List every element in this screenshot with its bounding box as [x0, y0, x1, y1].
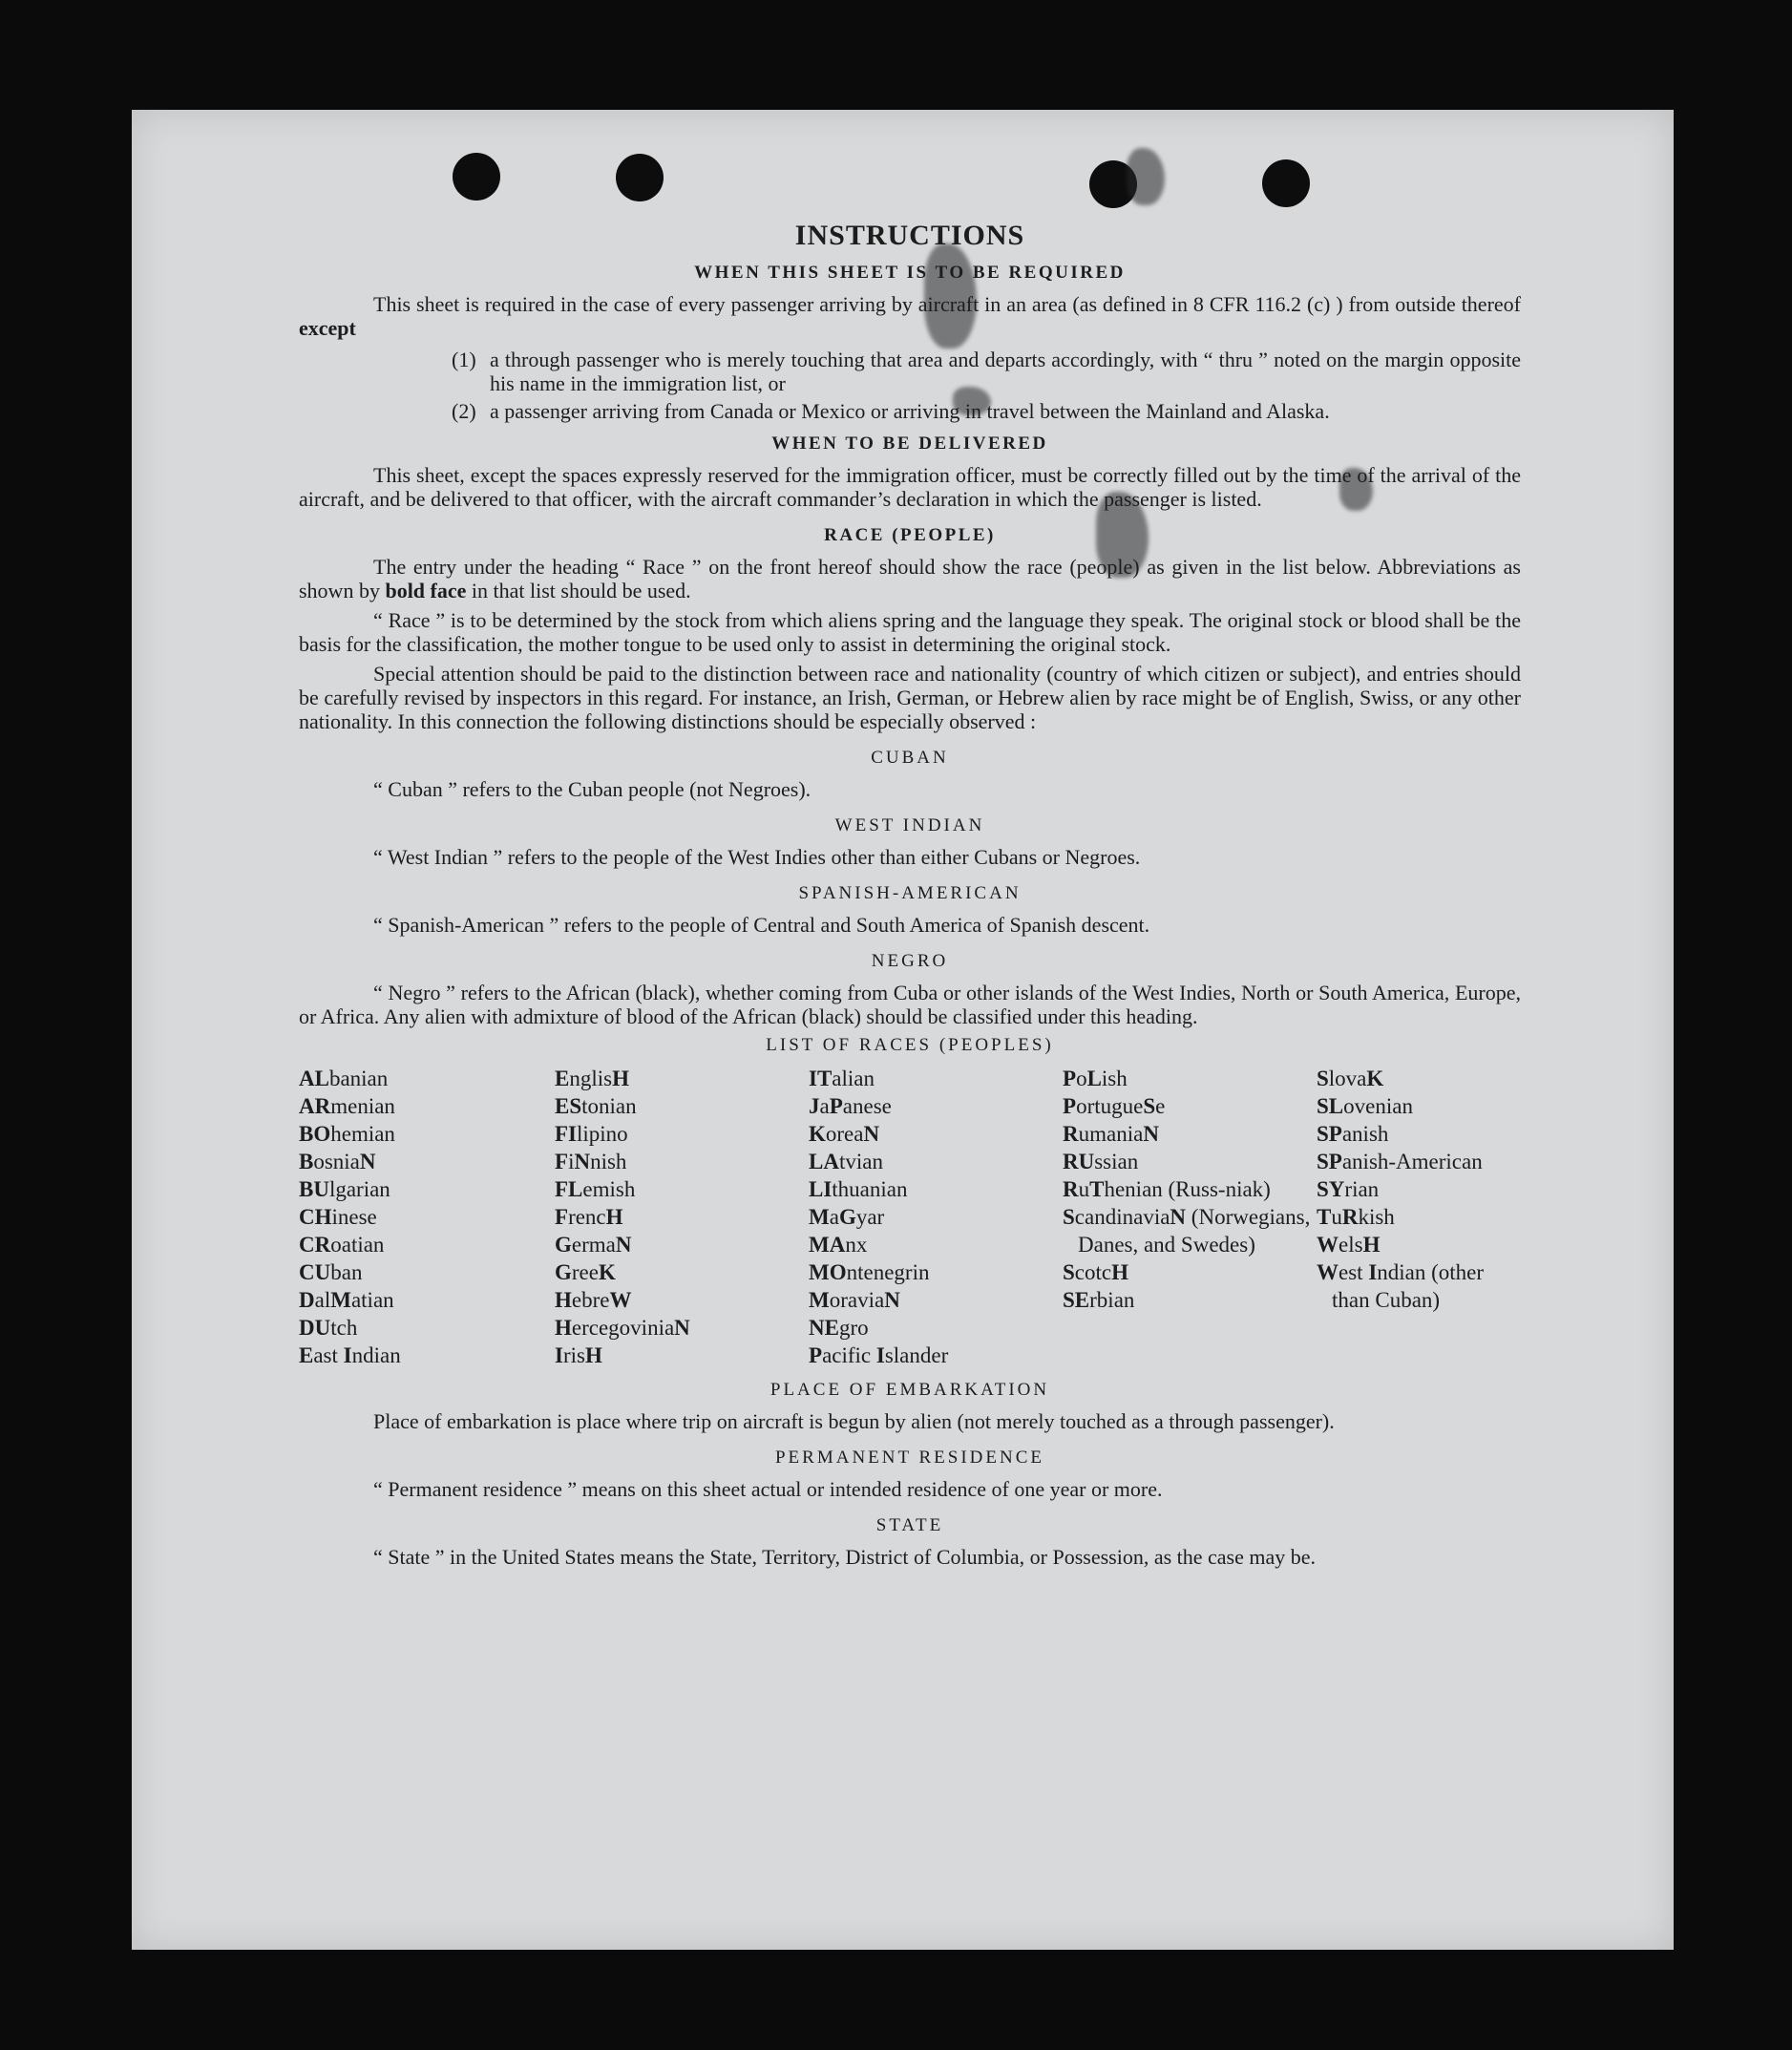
race-abbreviation: J — [809, 1094, 820, 1118]
race-abbreviation: W — [1317, 1233, 1339, 1257]
race-text: ban — [330, 1260, 363, 1284]
races-column — [1317, 1065, 1521, 1369]
race-entry — [299, 1342, 555, 1369]
race-text: orea — [825, 1122, 864, 1146]
race-entry — [1317, 1092, 1521, 1120]
race-text: ovenian — [1343, 1094, 1413, 1118]
race-abbreviation: F — [555, 1205, 569, 1229]
race-entry — [809, 1258, 1063, 1286]
race-entry — [555, 1065, 809, 1092]
race-abbreviation: K — [809, 1122, 826, 1146]
race-abbreviation: P — [809, 1343, 823, 1367]
race-text: alian — [832, 1067, 875, 1090]
race-entry — [299, 1286, 555, 1314]
race-abbreviation: N — [615, 1233, 632, 1257]
race-text: tch — [330, 1316, 358, 1340]
race-text: candinavia — [1074, 1205, 1170, 1229]
race-entry — [809, 1092, 1063, 1120]
race-entry — [1317, 1258, 1521, 1314]
race-entry — [809, 1203, 1063, 1231]
race-abbreviation: H — [555, 1316, 572, 1340]
race-abbreviation: S — [1143, 1094, 1156, 1118]
race-entry — [299, 1120, 555, 1148]
race-entry — [1063, 1065, 1317, 1092]
race-abbreviation: RU — [1063, 1150, 1095, 1173]
race-text: lgarian — [328, 1177, 390, 1201]
race-abbreviation: LA — [809, 1150, 839, 1173]
race-text: atian — [350, 1288, 394, 1312]
race-abbreviation: FI — [555, 1122, 577, 1146]
section-heading: STATE — [875, 1515, 944, 1535]
paragraph: “ Cuban ” refers to the Cuban people (not Negroes). — [373, 777, 812, 801]
race-abbreviation: B — [299, 1150, 314, 1173]
paragraph-text: The entry under the heading “ Race ” on the front hereof should show the race (people) as given in the list below. Abbreviations as shown by — [299, 555, 1521, 602]
race-text: cotc — [1074, 1260, 1112, 1284]
race-entry — [299, 1314, 555, 1342]
race-abbreviation: N — [1170, 1205, 1187, 1229]
race-abbreviation: H — [1362, 1233, 1381, 1257]
race-abbreviation: S — [1317, 1067, 1329, 1090]
race-entry — [1317, 1203, 1521, 1231]
race-text: yar — [855, 1205, 885, 1229]
race-abbreviation: M — [809, 1288, 830, 1312]
race-text: rian — [1344, 1177, 1380, 1201]
race-text: slander — [884, 1343, 949, 1367]
section-heading: WHEN THIS SHEET IS TO BE REQUIRED — [694, 263, 1126, 283]
paragraph: “ Negro ” refers to the African (black), whether coming from Cuba or other islands of the West Indies, North or South America, Europe, or Africa. Any alien with admixture of blood of the African (black) should be classified under this heading. — [299, 981, 1521, 1028]
race-abbreviation: L — [1086, 1067, 1102, 1090]
race-text: ebre — [571, 1288, 610, 1312]
race-entry — [299, 1092, 555, 1120]
race-abbreviation: CH — [299, 1205, 332, 1229]
race-entry — [1063, 1286, 1317, 1314]
race-entry — [809, 1148, 1063, 1175]
race-entry — [1317, 1065, 1521, 1092]
race-text: acific — [822, 1343, 876, 1367]
race-abbreviation: P — [1063, 1067, 1077, 1090]
race-abbreviation: K — [598, 1260, 616, 1284]
race-abbreviation: N — [359, 1150, 376, 1173]
instructions-body — [299, 220, 1521, 1569]
race-entry — [299, 1175, 555, 1203]
race-abbreviation: AR — [299, 1094, 331, 1118]
race-text: rbian — [1089, 1288, 1135, 1312]
race-abbreviation: DU — [299, 1316, 331, 1340]
race-text: henian (Russ-niak) — [1104, 1177, 1271, 1201]
bold-text: bold face — [385, 579, 467, 602]
race-text: ntenegrin — [846, 1260, 930, 1284]
race-text: oravia — [829, 1288, 885, 1312]
paragraph: Place of embarkation is place where trip on aircraft is begun by alien (not merely touched as a through passenger). — [373, 1409, 1335, 1433]
race-abbreviation: I — [555, 1343, 563, 1367]
exception-item — [452, 399, 1521, 423]
paragraph: “ Permanent residence ” means on this sheet actual or intended residence of one year or more. — [373, 1477, 1163, 1501]
race-entry — [555, 1286, 809, 1314]
race-abbreviation: AL — [299, 1067, 329, 1090]
race-entry — [1063, 1175, 1317, 1203]
race-abbreviation: FL — [555, 1177, 583, 1201]
race-entry — [1063, 1148, 1317, 1175]
section-heading: PLACE OF EMBARKATION — [770, 1380, 1050, 1400]
paragraph: This sheet, except the spaces expressly reserved for the immigration officer, must be correctly filled out by the time of the arrival of the aircraft, and be delivered to that officer, with the aircraft commander’s declaration in which the passenger is listed. — [299, 463, 1521, 511]
races-column — [555, 1065, 809, 1369]
race-abbreviation: M — [809, 1205, 830, 1229]
race-text: o — [1076, 1067, 1087, 1090]
race-abbreviation: N — [674, 1316, 690, 1340]
race-abbreviation: N — [574, 1150, 591, 1173]
race-text: anese — [842, 1094, 892, 1118]
race-entry — [1063, 1258, 1317, 1286]
race-abbreviation: MO — [809, 1260, 847, 1284]
section-heading: LIST OF RACES (PEOPLES) — [766, 1035, 1054, 1055]
race-abbreviation: I — [1368, 1260, 1378, 1284]
race-text: ast — [313, 1343, 344, 1367]
race-text: u — [1078, 1177, 1090, 1201]
race-entry — [555, 1314, 809, 1342]
race-abbreviation: H — [584, 1343, 602, 1367]
paragraph: “ West Indian ” refers to the people of the West Indies other than either Cubans or Negroes. — [373, 845, 1141, 869]
section-heading: CUBAN — [871, 748, 949, 768]
race-abbreviation: CU — [299, 1260, 331, 1284]
paragraph: “ Race ” is to be determined by the stock from which aliens spring and the language they speak. The original stock or blood shall be the basis for the classification, the mother tongue to be used only to assist in determining the original stock. — [299, 608, 1521, 656]
section-heading: WHEN TO BE DELIVERED — [771, 433, 1048, 454]
section-heading: PERMANENT RESIDENCE — [774, 1448, 1045, 1468]
race-text: a — [819, 1094, 830, 1118]
race-entry — [555, 1148, 809, 1175]
races-column — [299, 1065, 555, 1369]
race-text: ris — [562, 1343, 585, 1367]
race-entry — [299, 1148, 555, 1175]
race-entry — [809, 1065, 1063, 1092]
race-text: umania — [1078, 1122, 1144, 1146]
race-abbreviation: N — [1143, 1122, 1159, 1146]
race-abbreviation: R — [1063, 1177, 1079, 1201]
race-text: ortugue — [1076, 1094, 1144, 1118]
race-abbreviation: G — [555, 1260, 572, 1284]
race-text: nglis — [569, 1067, 613, 1090]
race-text: (Norwegians, Danes, and Swedes) — [1078, 1205, 1311, 1257]
race-text: i — [568, 1150, 575, 1173]
race-text: nish — [590, 1150, 627, 1173]
race-entry — [1317, 1120, 1521, 1148]
race-text: ish — [1101, 1067, 1128, 1090]
race-text: oatian — [330, 1233, 385, 1257]
race-abbreviation: LI — [809, 1177, 833, 1201]
race-text: a — [829, 1205, 839, 1229]
race-abbreviation: F — [555, 1150, 569, 1173]
race-abbreviation: W — [609, 1288, 632, 1312]
race-abbreviation: G — [555, 1233, 572, 1257]
race-text: renc — [568, 1205, 606, 1229]
race-entry — [555, 1120, 809, 1148]
races-list — [299, 1065, 1521, 1369]
page-title: INSTRUCTIONS — [794, 220, 1025, 251]
race-text: menian — [330, 1094, 395, 1118]
punch-hole — [1262, 159, 1310, 207]
race-entry — [299, 1231, 555, 1258]
section-heading: NEGRO — [871, 951, 949, 971]
race-text: thuanian — [832, 1177, 908, 1201]
exception-text: a through passenger who is merely touching that area and departs accordingly, with “ thru ” noted on the margin opposite his name in the immigration list, or — [490, 348, 1521, 395]
race-abbreviation: MA — [809, 1233, 846, 1257]
race-abbreviation: IT — [809, 1067, 833, 1090]
race-abbreviation: BO — [299, 1122, 331, 1146]
race-text: erma — [571, 1233, 616, 1257]
race-entry — [1317, 1231, 1521, 1258]
race-abbreviation: E — [299, 1343, 314, 1367]
race-text: hemian — [330, 1122, 395, 1146]
race-abbreviation: M — [330, 1288, 351, 1312]
race-abbreviation: K — [1366, 1067, 1384, 1090]
document-sheet — [132, 110, 1674, 1950]
exception-number: (2) — [452, 399, 476, 423]
race-text: lova — [1328, 1067, 1367, 1090]
race-entry — [299, 1203, 555, 1231]
race-text: anish-American — [1341, 1150, 1483, 1173]
race-entry — [555, 1231, 809, 1258]
race-abbreviation: I — [875, 1343, 885, 1367]
paragraph — [299, 292, 1521, 340]
race-entry — [809, 1342, 1063, 1369]
race-entry — [809, 1314, 1063, 1342]
race-abbreviation: CR — [299, 1233, 331, 1257]
race-entry — [555, 1258, 809, 1286]
section-heading: RACE (PEOPLE) — [824, 525, 996, 545]
race-abbreviation: R — [1341, 1205, 1359, 1229]
race-abbreviation: T — [1317, 1205, 1332, 1229]
race-text: ree — [571, 1260, 599, 1284]
exception-number: (1) — [452, 348, 476, 371]
race-abbreviation: W — [1317, 1260, 1339, 1284]
race-text: kish — [1358, 1205, 1395, 1229]
race-abbreviation: R — [1063, 1122, 1079, 1146]
race-text: lipino — [577, 1122, 628, 1146]
race-abbreviation: D — [299, 1288, 315, 1312]
race-text: e — [1155, 1094, 1166, 1118]
race-text: tonian — [581, 1094, 637, 1118]
race-abbreviation: T — [1089, 1177, 1105, 1201]
bold-text: except — [299, 316, 356, 340]
ink-smudge — [1127, 148, 1165, 205]
race-entry — [809, 1286, 1063, 1314]
race-text: inese — [331, 1205, 377, 1229]
race-abbreviation: G — [838, 1205, 856, 1229]
race-text: ndian — [351, 1343, 401, 1367]
race-abbreviation: H — [605, 1205, 623, 1229]
exception-item — [452, 348, 1521, 395]
race-text: gro — [838, 1316, 869, 1340]
race-text: tvian — [838, 1150, 883, 1173]
race-abbreviation: ES — [555, 1094, 582, 1118]
race-abbreviation: SP — [1317, 1150, 1342, 1173]
race-text: banian — [328, 1067, 389, 1090]
race-abbreviation: H — [555, 1288, 572, 1312]
race-abbreviation: P — [1063, 1094, 1077, 1118]
race-text: est — [1339, 1260, 1369, 1284]
section-heading: SPANISH-AMERICAN — [798, 883, 1022, 903]
paragraph-text: This sheet is required in the case of every passenger arriving by aircraft in an area (as defined in 8 CFR 116.2 (c) ) from outside thereof — [373, 292, 1521, 316]
race-entry — [299, 1065, 555, 1092]
race-text: nx — [845, 1233, 868, 1257]
race-text: anish — [1341, 1122, 1389, 1146]
race-text: ercegovinia — [571, 1316, 675, 1340]
punch-hole — [453, 153, 500, 201]
paragraph: Special attention should be paid to the distinction between race and nationality (country of which citizen or subject), and entries should be carefully revised by inspectors in this regard. For instance, an Irish, German, or Hebrew alien by race might be of English, Swiss, or any other nationality. In this connection the following distinctions should be especially observed : — [299, 662, 1521, 733]
race-text: ndian (other than Cuban) — [1332, 1260, 1485, 1312]
paragraph: “ State ” in the United States means the State, Territory, District of Columbia, or Possession, as the case may be. — [373, 1545, 1317, 1569]
paragraph — [299, 555, 1521, 602]
race-abbreviation: BU — [299, 1177, 329, 1201]
race-text: osnia — [313, 1150, 360, 1173]
race-abbreviation: SP — [1317, 1122, 1342, 1146]
race-abbreviation: SE — [1063, 1288, 1090, 1312]
race-abbreviation: H — [612, 1067, 629, 1090]
race-entry — [809, 1120, 1063, 1148]
race-entry — [555, 1203, 809, 1231]
exception-text: a passenger arriving from Canada or Mexico or arriving in travel between the Mainland and Alaska. — [490, 399, 1330, 423]
race-entry — [809, 1175, 1063, 1203]
race-entry — [555, 1175, 809, 1203]
race-entry — [1063, 1120, 1317, 1148]
race-abbreviation: I — [343, 1343, 352, 1367]
race-entry — [555, 1092, 809, 1120]
race-abbreviation: NE — [809, 1316, 839, 1340]
race-abbreviation: N — [863, 1122, 880, 1146]
race-abbreviation: P — [829, 1094, 843, 1118]
race-abbreviation: E — [555, 1067, 570, 1090]
race-entry — [1317, 1148, 1521, 1175]
race-entry — [299, 1258, 555, 1286]
paragraph: “ Spanish-American ” refers to the people of Central and South America of Spanish descent. — [373, 913, 1150, 937]
race-text: u — [1331, 1205, 1342, 1229]
race-text: ssian — [1094, 1150, 1139, 1173]
race-entry — [1317, 1175, 1521, 1203]
race-abbreviation: N — [884, 1288, 900, 1312]
race-text: al — [314, 1288, 331, 1312]
punch-hole — [616, 154, 664, 201]
race-abbreviation: S — [1063, 1260, 1075, 1284]
race-entry — [809, 1231, 1063, 1258]
race-abbreviation: SY — [1317, 1177, 1345, 1201]
race-entry — [1063, 1203, 1317, 1258]
race-entry — [1063, 1092, 1317, 1120]
race-text: emish — [582, 1177, 636, 1201]
race-abbreviation: S — [1063, 1205, 1075, 1229]
race-text: els — [1339, 1233, 1363, 1257]
section-heading: WEST INDIAN — [834, 815, 985, 835]
paragraph-text: in that list should be used. — [471, 579, 691, 602]
race-abbreviation: H — [1111, 1260, 1128, 1284]
races-column — [809, 1065, 1063, 1369]
races-column — [1063, 1065, 1317, 1369]
race-entry — [555, 1342, 809, 1369]
race-abbreviation: SL — [1317, 1094, 1344, 1118]
